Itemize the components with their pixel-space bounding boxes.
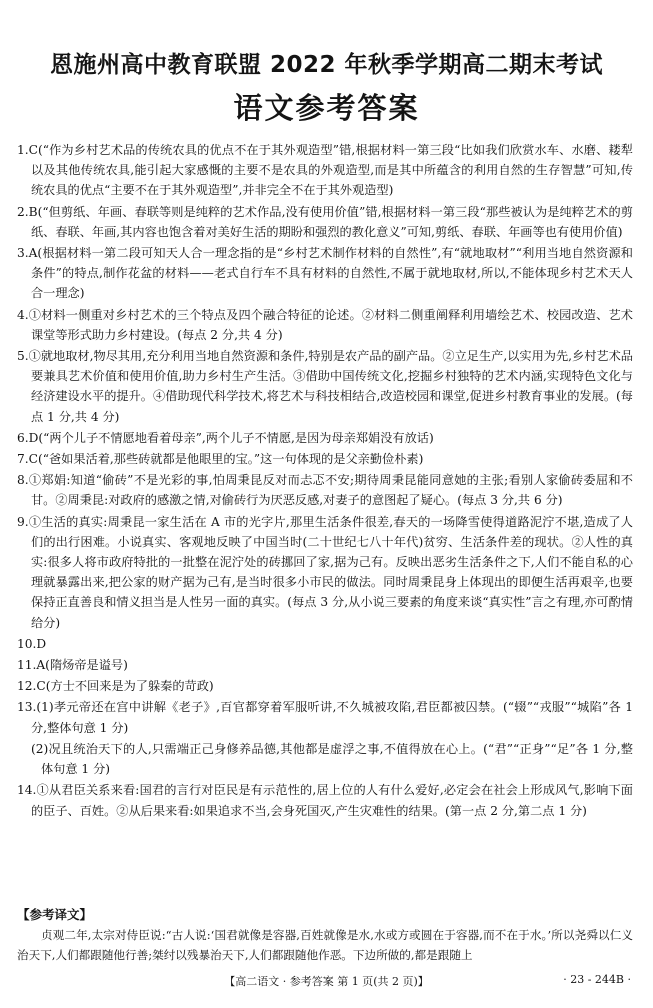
answer-item-8: 8.①郑娟:知道“偷砖”不是光彩的事,怕周秉昆反对而忐忑不安;期待周秉昆能同意她的主张;看别人家偷砖委屈和不甘。②周秉昆:对政府的感激之情,对偷砖行为厌恶反感,对妻子的意图起了疑心。(每点 3 分,共 6 分) bbox=[17, 473, 633, 508]
page-footer bbox=[0, 973, 653, 993]
answer-item-3: 3.A(根据材料一第二段可知天人合一理念指的是“乡村艺术制作材料的自然性”,有“就地取材”“利用当地自然资源和条件”的特点,制作花盆的材料——老式自行车不具有材料的自然性,不属于就地取材,所以,不能体现乡村艺术天人合一理念) bbox=[17, 246, 633, 301]
footer-exam-code: · 23 - 244B · bbox=[563, 973, 631, 986]
exam-title: 恩施州高中教育联盟 2022 年秋季学期高二期末考试 bbox=[49, 52, 604, 78]
answer-item-12: 12.C(方士不回来是为了躲秦的苛政) bbox=[17, 679, 214, 694]
reference-translation-text: 贞观二年,太宗对侍臣说:“古人说:‘国君就像是容器,百姓就像是水,水或方或圆在于容器,而不在于水。’所以尧舜以仁义治天下,人们都跟随他行善;桀纣以残暴治天下,人们都跟随他作恶。下边所做的,都是跟随上 bbox=[17, 928, 633, 962]
answer-key-title: 语文参考答案 bbox=[233, 91, 420, 125]
reference-translation-heading: 【参考译文】 bbox=[17, 907, 93, 922]
answer-item-14: 14.①从君臣关系来看:国君的言行对臣民是有示范性的,居上位的人有什么爱好,必定会在社会上形成风气,影响下面的臣子、百姓。②从后果来看:如果追求不当,会身死国灭,产生灾难性的结果。(第一点 2 分,第二点 1 分) bbox=[17, 783, 633, 818]
answer-item-9: 9.①生活的真实:周秉昆一家生活在 A 市的光字片,那里生活条件很差,春天的一场降雪使得道路泥泞不堪,造成了人们的出行困难。小说真实、客观地反映了中国当时(二十世纪七八十年代)贫穷、生活条件差的现状。②人性的真实:很多人将市政府特批的一批整在泥泞处的砖挪回了家,据为己有。反映出恶劣生活条件之下,人们不能自私的心理就暴露出来,把公家的财产据为己有,是当时很多小市民的做法。同时周秉昆身上体现出的即便生活再艰辛,也要保持正直善良和情义担当是人性另一面的真实。(每点 3 分,从小说三要素的角度来谈“真实性”言之有理,亦可酌情给分) bbox=[17, 514, 633, 630]
answer-item-11: 11.A(隋炀帝是谥号) bbox=[17, 658, 128, 673]
answer-item-13-1: 13.(1)孝元帝还在宫中讲解《老子》,百官都穿着军服听讲,不久城被攻陷,君臣都被囚禁。(“辍”“戎服”“城陷”各 1 分,整体句意 1 分) bbox=[17, 700, 633, 735]
answer-item-1: 1.C(“作为乡村艺术品的传统农具的优点不在于其外观造型”错,根据材料一第三段“比如我们欣赏水车、水磨、耧犁以及其他传统农具,能引起大家感慨的主要不是农具的外观造型,而是其中所蕴含的利用自然的生存智慧”可知,传统农具的优点“主要不在于其外观造型”,并非完全不在于其外观造型) bbox=[17, 143, 633, 198]
answer-item-7: 7.C(“爸如果活着,那些砖就都是他眼里的宝。”这一句体现的是父亲勤俭朴素) bbox=[17, 452, 424, 467]
answer-item-2: 2.B(“但剪纸、年画、春联等则是纯粹的艺术作品,没有使用价值”错,根据材料一第三段“那些被认为是纯粹艺术的剪纸、春联、年画,其内容也饱含着对美好生活的期盼和强烈的教化意义”可知,剪纸、春联、年画等也有使用价值) bbox=[17, 204, 633, 239]
answer-item-13-2: (2)况且统治天下的人,只需端正己身修养品德,其他都是虚浮之事,不值得放在心上。(“君”“正身”“足”各 1 分,整体句意 1 分) bbox=[31, 741, 633, 777]
answer-item-10: 10.D bbox=[17, 636, 47, 651]
answer-item-4: 4.①材料一侧重对乡村艺术的三个特点及四个融合特征的论述。②材料二侧重阐释利用墙绘艺术、校园改造、艺术课堂等形式助力乡村建设。(每点 2 分,共 4 分) bbox=[17, 307, 633, 342]
answer-item-5: 5.①就地取材,物尽其用,充分利用当地自然资源和条件,特别是农产品的副产品。②立足生产,以实用为先,乡村艺术品要兼具艺术价值和使用价值,助力乡村生产生活。③借助中国传统文化,挖掘乡村独特的艺术内涵,实现特色文化与经济建设水平的提升。④借助现代科学技术,将艺术与科技相结合,改造校园和课堂,促进乡村教育事业的发展。(每点 1 分,共 4 分) bbox=[17, 349, 633, 424]
answer-list bbox=[17, 140, 633, 822]
answer-item-6: 6.D(“两个儿子不情愿地看着母亲”,两个儿子不情愿,是因为母亲郑娟没有放话) bbox=[17, 430, 434, 445]
footer-page-info: 【高二语文 · 参考答案 第 1 页(共 2 页)】 bbox=[224, 975, 429, 988]
